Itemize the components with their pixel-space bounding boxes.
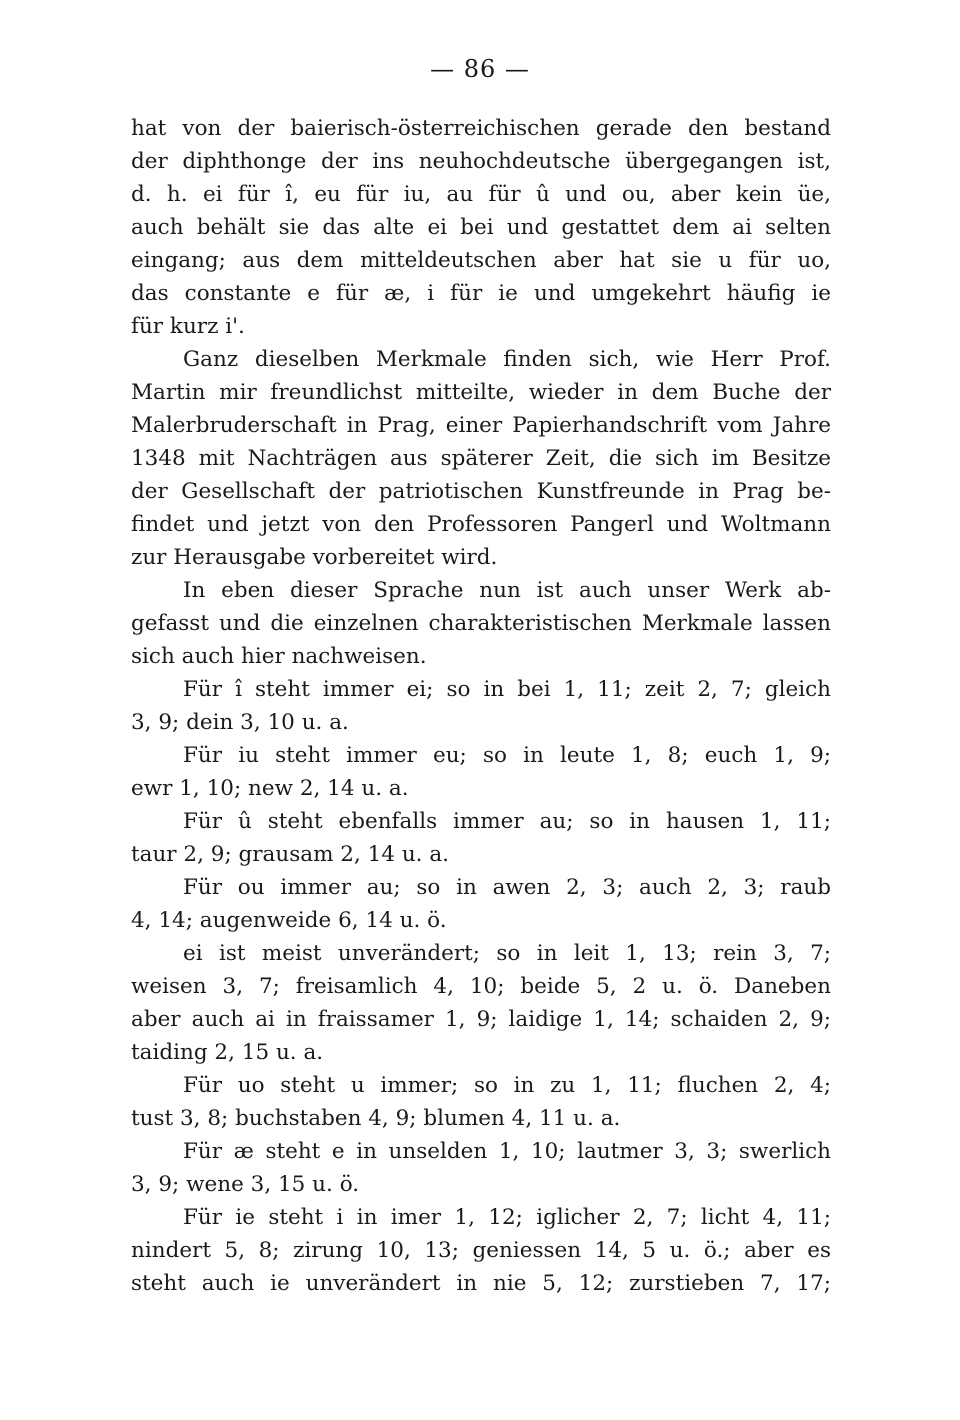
paragraph <box>131 1135 831 1201</box>
text-line: der Gesellschaft der patriotischen Kunstfreunde in Prag be- <box>131 479 831 504</box>
text-line: nindert 5, 8; zirung 10, 13; geniessen 14, 5 u. ö.; aber es <box>131 1238 831 1263</box>
text-line: 3, 9; wene 3, 15 u. ö. <box>131 1172 360 1197</box>
text-line: Malerbruderschaft in Prag, einer Papierhandschrift vom Jahre <box>131 413 831 438</box>
text-line: Für î steht immer ei; so in bei 1, 11; zeit 2, 7; gleich <box>183 677 831 702</box>
page-number: — 86 — <box>430 55 530 83</box>
text-line: Für û steht ebenfalls immer au; so in hausen 1, 11; <box>183 809 831 834</box>
text-line: steht auch ie unverändert in nie 5, 12; zurstieben 7, 17; <box>131 1271 831 1296</box>
text-line: auch behält sie das alte ei bei und gestattet dem ai selten <box>131 215 831 240</box>
text-line: für kurz i'. <box>131 314 245 339</box>
text-line: taiding 2, 15 u. a. <box>131 1040 324 1065</box>
text-line: ewr 1, 10; new 2, 14 u. a. <box>131 776 409 801</box>
body-text <box>131 112 831 1300</box>
text-line: Für æ steht e in unselden 1, 10; lautmer 3, 3; swerlich <box>183 1139 831 1164</box>
text-line: gefasst und die einzelnen charakteristischen Merkmale lassen <box>131 611 831 636</box>
paragraph <box>131 574 831 673</box>
paragraph <box>131 937 831 1069</box>
text-line: der diphthonge der ins neuhochdeutsche übergegangen ist, <box>131 149 831 174</box>
text-line: 4, 14; augenweide 6, 14 u. ö. <box>131 908 447 933</box>
text-line: weisen 3, 7; freisamlich 4, 10; beide 5, 2 u. ö. Daneben <box>131 974 831 999</box>
paragraph <box>131 805 831 871</box>
paragraph <box>131 739 831 805</box>
text-line: tust 3, 8; buchstaben 4, 9; blumen 4, 11 u. a. <box>131 1106 621 1131</box>
text-line: Für uo steht u immer; so in zu 1, 11; fluchen 2, 4; <box>183 1073 831 1098</box>
text-line: Martin mir freundlichst mitteilte, wieder in dem Buche der <box>131 380 831 405</box>
text-line: Für ie steht i in imer 1, 12; iglicher 2, 7; licht 4, 11; <box>183 1205 831 1230</box>
text-line: 3, 9; dein 3, 10 u. a. <box>131 710 349 735</box>
paragraph <box>131 871 831 937</box>
text-line: In eben dieser Sprache nun ist auch unser Werk ab- <box>183 578 831 603</box>
paragraph <box>131 1201 831 1300</box>
text-line: taur 2, 9; grausam 2, 14 u. a. <box>131 842 450 867</box>
text-line: Ganz dieselben Merkmale finden sich, wie Herr Prof. <box>183 347 831 372</box>
text-line: ei ist meist unverändert; so in leit 1, 13; rein 3, 7; <box>183 941 831 966</box>
paragraph <box>131 112 831 343</box>
text-line: Für iu steht immer eu; so in leute 1, 8; euch 1, 9; <box>183 743 831 768</box>
text-line: aber auch ai in fraissamer 1, 9; laidige 1, 14; schaiden 2, 9; <box>131 1007 831 1032</box>
text-line: d. h. ei für î, eu für iu, au für û und ou, aber kein üe, <box>131 182 831 207</box>
text-line: eingang; aus dem mitteldeutschen aber hat sie u für uo, <box>131 248 831 273</box>
paragraph <box>131 673 831 739</box>
text-line: findet und jetzt von den Professoren Pangerl und Woltmann <box>131 512 831 537</box>
text-line: sich auch hier nachweisen. <box>131 644 427 669</box>
text-line: Für ou immer au; so in awen 2, 3; auch 2, 3; raub <box>183 875 831 900</box>
paragraph <box>131 343 831 574</box>
paragraph <box>131 1069 831 1135</box>
text-line: hat von der baierisch-österreichischen gerade den bestand <box>131 116 831 141</box>
text-line: das constante e für æ, i für ie und umgekehrt häufig ie <box>131 281 831 306</box>
text-line: 1348 mit Nachträgen aus späterer Zeit, die sich im Besitze <box>131 446 831 471</box>
text-line: zur Herausgabe vorbereitet wird. <box>131 545 498 570</box>
